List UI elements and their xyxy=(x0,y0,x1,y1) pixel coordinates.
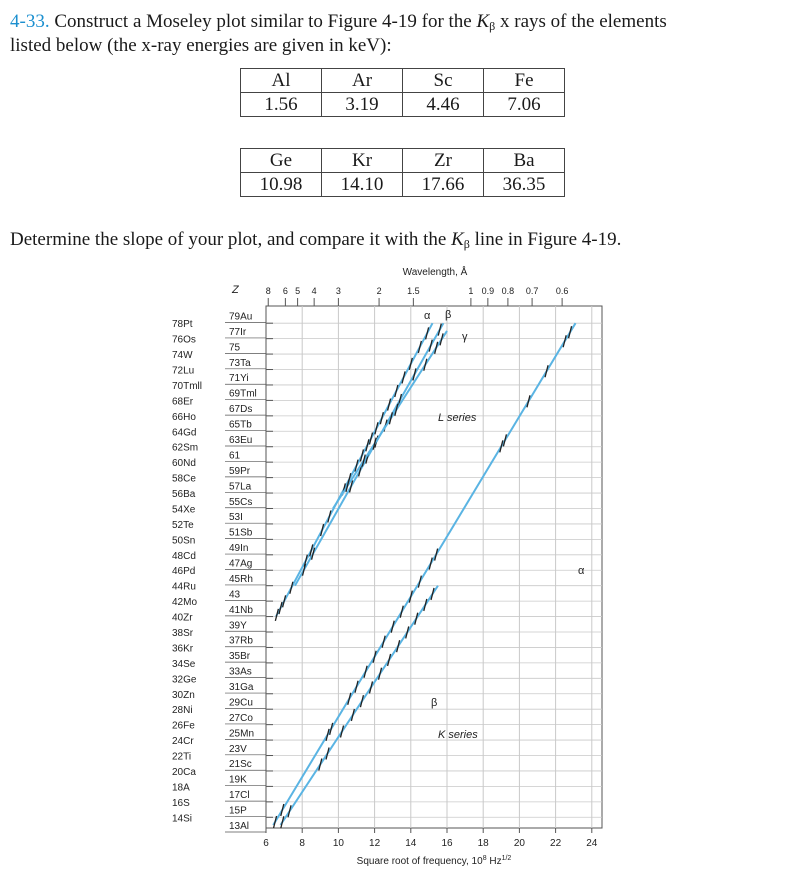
element-energy: 36.35 xyxy=(484,173,565,197)
x-tick-label: 24 xyxy=(586,838,598,849)
element-label: 13Al xyxy=(229,821,250,832)
element-label: 76Os xyxy=(172,334,196,346)
problem-number: 4-33. xyxy=(10,11,50,32)
wavelength-tick-label: 4 xyxy=(311,286,317,296)
x-tick-label: 6 xyxy=(263,838,269,849)
element-label: 17Cl xyxy=(229,790,250,802)
element-label: 20Ca xyxy=(172,766,196,778)
element-label: 30Zn xyxy=(172,689,195,701)
wavelength-tick-label: 3 xyxy=(335,286,341,296)
x-tick-label: 20 xyxy=(513,838,525,849)
element-label: 77Ir xyxy=(229,326,247,338)
element-label: 43 xyxy=(229,589,241,601)
element-label: 24Cr xyxy=(172,736,194,748)
element-label: 44Ru xyxy=(172,581,196,593)
wavelength-tick-label: 0.9 xyxy=(481,286,495,296)
element-energy: 7.06 xyxy=(484,93,565,117)
element-label: 72Lu xyxy=(172,365,195,377)
element-label: 40Zr xyxy=(172,612,193,624)
element-label: 64Gd xyxy=(172,427,197,439)
element-label: 48Cd xyxy=(172,550,196,562)
x-tick-label: 14 xyxy=(405,838,417,849)
element-label: 78Pt xyxy=(172,319,193,331)
element-label: 35Br xyxy=(229,651,251,663)
problem-line-2: listed below (the x-ray energies are given in keV): xyxy=(10,35,392,56)
element-label: 25Mn xyxy=(229,728,255,740)
element-label: 22Ti xyxy=(172,751,192,763)
x-tick-label: 12 xyxy=(369,838,381,849)
element-label: 33As xyxy=(229,666,252,678)
series-line-l-beta xyxy=(295,323,443,585)
energy-table-row1 xyxy=(240,68,565,117)
wavelength-tick-label: 5 xyxy=(295,286,301,296)
x-tick-label: 16 xyxy=(441,838,453,849)
element-label: 74W xyxy=(172,350,193,362)
element-name: Sc xyxy=(403,69,484,93)
element-label: 60Nd xyxy=(172,458,196,470)
plot-frame xyxy=(266,306,602,828)
problem-intro-rest: x rays of the elements xyxy=(495,11,667,32)
element-label: 63Eu xyxy=(229,435,253,446)
wavelength-axis-title: Wavelength, Å xyxy=(402,267,468,278)
l-series-label: L series xyxy=(438,412,477,424)
series-line-k-alpha xyxy=(273,323,575,825)
element-name: Al xyxy=(241,69,322,93)
element-label: 66Ho xyxy=(172,411,196,423)
element-label: 75 xyxy=(229,342,241,354)
element-label: 19K xyxy=(229,774,247,786)
element-label: 15P xyxy=(229,805,247,817)
energy-table-row2 xyxy=(240,148,565,197)
question-line xyxy=(10,228,621,256)
element-label: 65Tb xyxy=(229,419,252,431)
element-label: 54Xe xyxy=(172,504,196,516)
wavelength-tick-label: 0.6 xyxy=(555,286,569,296)
moseley-plot xyxy=(0,262,785,868)
element-label: 45Rh xyxy=(229,573,253,585)
element-label: 28Ni xyxy=(172,705,193,717)
element-label: 58Ce xyxy=(172,473,196,485)
beta-subscript: β xyxy=(463,237,470,251)
element-label: 38Sr xyxy=(172,628,194,639)
element-label: 57La xyxy=(229,481,252,493)
element-label: 62Sm xyxy=(172,442,199,454)
element-label: 32Ge xyxy=(172,674,197,686)
element-label: 70Tmll xyxy=(172,380,203,392)
element-label: 73Ta xyxy=(229,357,251,369)
element-label: 29Cu xyxy=(229,697,253,709)
element-energy: 3.19 xyxy=(322,93,403,117)
element-label: 46Pd xyxy=(172,566,196,578)
element-label: 51Sb xyxy=(229,527,253,539)
element-label: 68Er xyxy=(172,396,194,408)
series-line-l-alpha xyxy=(276,323,433,616)
beta-subscript: β xyxy=(489,19,496,33)
k-symbol: K xyxy=(476,11,490,32)
wavelength-tick-label: 0.8 xyxy=(501,286,515,296)
element-label: 31Ga xyxy=(229,682,254,694)
element-name: Kr xyxy=(322,149,403,173)
element-label: 18A xyxy=(172,782,190,794)
element-name: Ar xyxy=(322,69,403,93)
element-label: 42Mo xyxy=(172,597,198,609)
element-label: 47Ag xyxy=(229,558,253,570)
problem-intro: Construct a Moseley plot similar to Figure 4-19 for the xyxy=(49,11,477,32)
k-series-label: K series xyxy=(438,729,478,741)
l-gamma-label: γ xyxy=(462,331,468,343)
element-label: 14Si xyxy=(172,813,193,825)
wavelength-tick-label: 6 xyxy=(282,286,288,296)
element-label: 71Yi xyxy=(229,373,249,385)
element-label: 27Co xyxy=(229,712,253,724)
element-name: Zr xyxy=(403,149,484,173)
element-name: Ge xyxy=(241,149,322,173)
element-label: 34Se xyxy=(172,658,196,670)
wavelength-tick-label: 1 xyxy=(468,286,474,296)
element-label: 49In xyxy=(229,543,249,555)
x-axis-title: Square root of frequency, $10^8$ $Hz^{1/2}$ xyxy=(356,855,512,867)
element-label: 69Tml xyxy=(229,388,257,400)
element-label: 21Sc xyxy=(229,759,252,771)
wavelength-tick-label: 1.5 xyxy=(407,286,420,296)
element-label: 36Kr xyxy=(172,643,194,655)
element-label: 26Fe xyxy=(172,720,195,732)
element-label: 50Sn xyxy=(172,535,196,547)
x-tick-label: 22 xyxy=(550,838,562,849)
element-energy: 4.46 xyxy=(403,93,484,117)
wavelength-tick-label: 0.7 xyxy=(525,286,539,296)
element-label: 79Au xyxy=(229,311,253,323)
element-label: 23V xyxy=(229,743,247,755)
element-energy: 10.98 xyxy=(241,173,322,197)
k-symbol: K xyxy=(451,229,464,250)
element-energy: 14.10 xyxy=(322,173,403,197)
element-label: 55Cs xyxy=(229,496,253,508)
z-axis-title: Z xyxy=(232,284,239,296)
element-label: 52Te xyxy=(172,519,194,531)
k-beta-label: β xyxy=(431,697,438,709)
element-label: 39Y xyxy=(229,620,247,632)
l-beta-label: β xyxy=(445,309,452,321)
element-label: 61 xyxy=(229,450,241,462)
element-label: 41Nb xyxy=(229,604,253,616)
wavelength-tick-label: 2 xyxy=(376,286,382,296)
question-text-a: Determine the slope of your plot, and compare it with the xyxy=(10,229,452,250)
l-alpha-label: α xyxy=(424,310,431,322)
element-energy: 17.66 xyxy=(403,173,484,197)
question-text-b: line in Figure 4-19. xyxy=(469,229,622,250)
element-label: 59Pr xyxy=(229,465,251,477)
element-label: 16S xyxy=(172,797,190,809)
element-label: 37Rb xyxy=(229,635,253,647)
series-line-k-beta xyxy=(280,586,437,825)
element-label: 67Ds xyxy=(229,404,253,416)
x-tick-label: 18 xyxy=(477,838,489,849)
element-label: 56Ba xyxy=(172,489,196,501)
element-name: Ba xyxy=(484,149,565,173)
wavelength-tick-label: 8 xyxy=(265,286,271,296)
element-label: 53I xyxy=(229,512,243,524)
x-tick-label: 10 xyxy=(332,838,344,849)
element-name: Fe xyxy=(484,69,565,93)
k-alpha-label: α xyxy=(578,565,585,577)
x-tick-label: 8 xyxy=(299,838,305,849)
element-energy: 1.56 xyxy=(241,93,322,117)
